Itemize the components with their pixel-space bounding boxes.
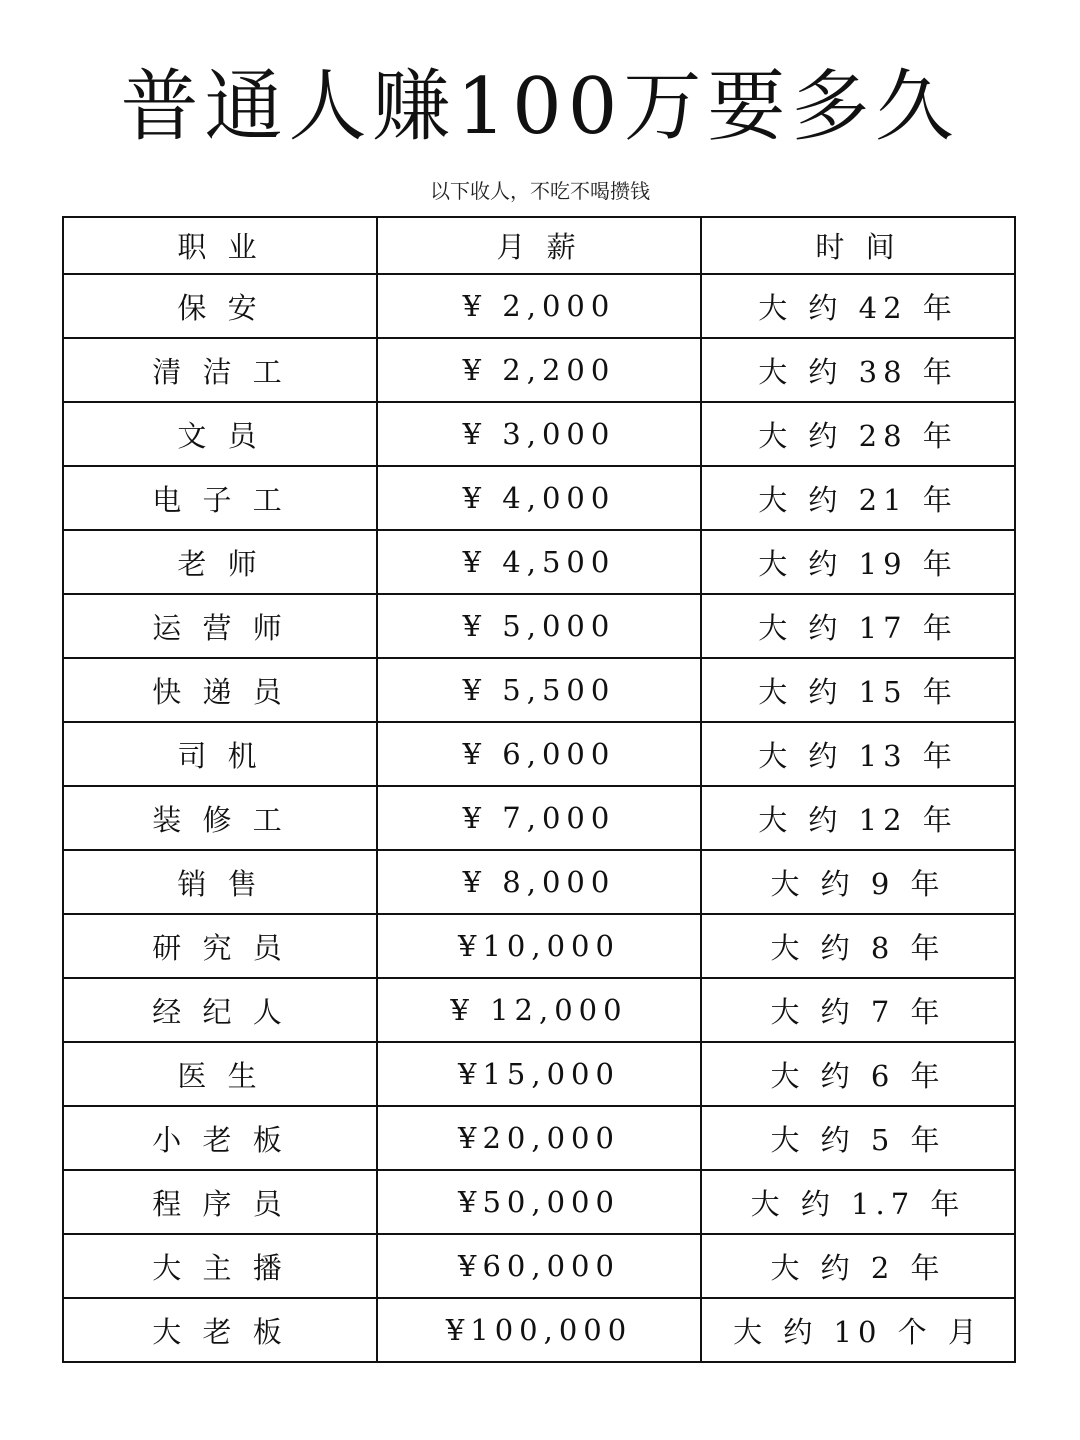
occupation-cell: 保 安 [63, 274, 377, 338]
table-row [63, 658, 1015, 722]
salary-cell: ¥ 3,000 [377, 402, 701, 466]
salary-cell: ¥20,000 [377, 1106, 701, 1170]
salary-cell: ¥ 12,000 [377, 978, 701, 1042]
page-title: 普通人赚100万要多久 [120, 62, 960, 152]
table-header-row [63, 217, 1015, 274]
table-row [63, 594, 1015, 658]
salary-cell: ¥ 6,000 [377, 722, 701, 786]
time-cell: 大 约 21 年 [701, 466, 1015, 530]
table-row [63, 722, 1015, 786]
table-row [63, 914, 1015, 978]
occupation-cell: 程 序 员 [63, 1170, 377, 1234]
occupation-cell: 老 师 [63, 530, 377, 594]
table-row [63, 978, 1015, 1042]
time-cell: 大 约 7 年 [701, 978, 1015, 1042]
table-row [63, 1298, 1015, 1362]
occupation-cell: 电 子 工 [63, 466, 377, 530]
header-monthly-salary: 月 薪 [377, 217, 701, 274]
salary-cell: ¥50,000 [377, 1170, 701, 1234]
time-cell: 大 约 28 年 [701, 402, 1015, 466]
time-cell: 大 约 15 年 [701, 658, 1015, 722]
table-row [63, 1106, 1015, 1170]
occupation-cell: 大 主 播 [63, 1234, 377, 1298]
time-cell: 大 约 6 年 [701, 1042, 1015, 1106]
time-cell: 大 约 12 年 [701, 786, 1015, 850]
salary-cell: ¥60,000 [377, 1234, 701, 1298]
salary-cell: ¥15,000 [377, 1042, 701, 1106]
time-cell: 大 约 2 年 [701, 1234, 1015, 1298]
time-cell: 大 约 13 年 [701, 722, 1015, 786]
table-row [63, 1042, 1015, 1106]
header-occupation: 职 业 [63, 217, 377, 274]
time-cell: 大 约 19 年 [701, 530, 1015, 594]
occupation-cell: 小 老 板 [63, 1106, 377, 1170]
time-cell: 大 约 5 年 [701, 1106, 1015, 1170]
occupation-cell: 装 修 工 [63, 786, 377, 850]
occupation-cell: 研 究 员 [63, 914, 377, 978]
salary-cell: ¥ 5,000 [377, 594, 701, 658]
time-cell: 大 约 10 个 月 [701, 1298, 1015, 1362]
salary-cell: ¥ 4,500 [377, 530, 701, 594]
income-table [62, 216, 1016, 1363]
salary-cell: ¥ 5,500 [377, 658, 701, 722]
time-cell: 大 约 1.7 年 [701, 1170, 1015, 1234]
occupation-cell: 运 营 师 [63, 594, 377, 658]
table-row [63, 530, 1015, 594]
salary-cell: ¥10,000 [377, 914, 701, 978]
salary-cell: ¥ 2,000 [377, 274, 701, 338]
occupation-cell: 快 递 员 [63, 658, 377, 722]
table-row [63, 850, 1015, 914]
salary-cell: ¥100,000 [377, 1298, 701, 1362]
table-row [63, 466, 1015, 530]
salary-cell: ¥ 4,000 [377, 466, 701, 530]
subtitle: 以下收人，不吃不喝攒钱 [430, 179, 650, 203]
time-cell: 大 约 17 年 [701, 594, 1015, 658]
salary-cell: ¥ 7,000 [377, 786, 701, 850]
time-cell: 大 约 42 年 [701, 274, 1015, 338]
table-row [63, 338, 1015, 402]
occupation-cell: 销 售 [63, 850, 377, 914]
occupation-cell: 经 纪 人 [63, 978, 377, 1042]
table-row [63, 1170, 1015, 1234]
occupation-cell: 文 员 [63, 402, 377, 466]
table-row [63, 274, 1015, 338]
header-time: 时 间 [701, 217, 1015, 274]
occupation-cell: 清 洁 工 [63, 338, 377, 402]
time-cell: 大 约 9 年 [701, 850, 1015, 914]
time-cell: 大 约 38 年 [701, 338, 1015, 402]
table-row [63, 402, 1015, 466]
occupation-cell: 司 机 [63, 722, 377, 786]
table-row [63, 786, 1015, 850]
occupation-cell: 医 生 [63, 1042, 377, 1106]
occupation-cell: 大 老 板 [63, 1298, 377, 1362]
salary-cell: ¥ 8,000 [377, 850, 701, 914]
time-cell: 大 约 8 年 [701, 914, 1015, 978]
table-row [63, 1234, 1015, 1298]
salary-cell: ¥ 2,200 [377, 338, 701, 402]
